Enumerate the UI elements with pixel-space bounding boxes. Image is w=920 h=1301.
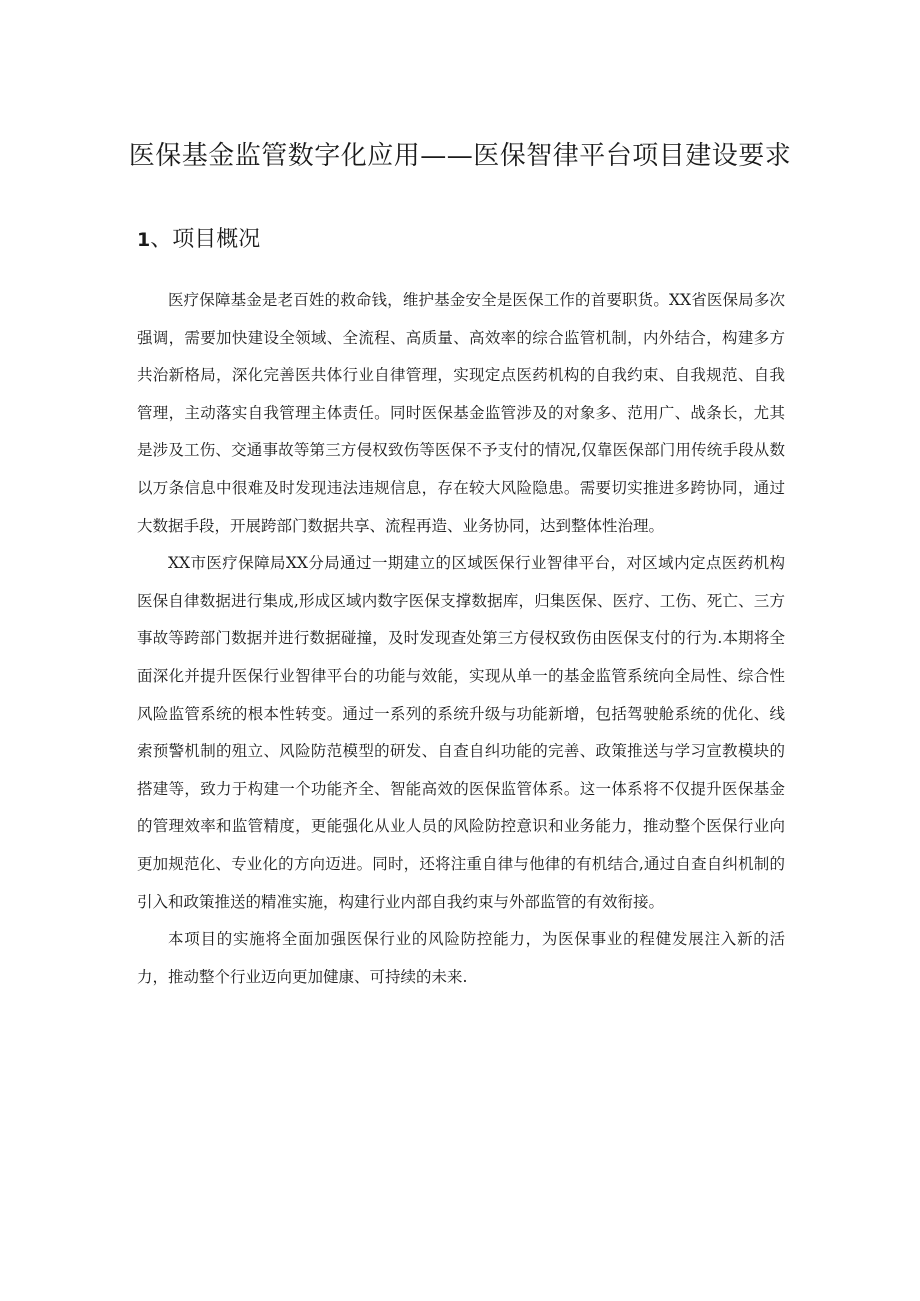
section-number: 1 — [137, 229, 151, 251]
paragraph-1: 医疗保障基金是老百姓的救命钱，维护基金安全是医保工作的首要职货。XX省医保局多次强调，需要加快建设全领域、全流程、高质量、高效率的综合监管机制，内外结合，构建多方共治新格局，深化完善医共体行业自律管理，实现定点医药机构的自我约束、自我规范、自我管理，主动落实自我管理主体责任。同时医保基金监管涉及的对象多、范用广、战条长，尤其是涉及工伤、交通事故等第三方侵权致伤等医保不予支付的情况,仅靠医保部门用传统手段从数以万条信息中很难及时发现违法违规信息，存在较大风险隐患。需要切实推进多跨协同，通过大数据手段，开展跨部门数据共享、流程再造、业务协同，达到整体性治理。 — [137, 291, 785, 535]
section-heading — [137, 222, 260, 258]
section-title: 项目概况 — [172, 227, 261, 252]
paragraph-3: 本项目的实施将全面加强医保行业的风险防控能力，为医保事业的程健发展注入新的活力，推动整个行业迈向更加健康、可持续的未来. — [137, 930, 785, 986]
paragraph-2: XX市医疗保障局XX分局通过一期建立的区域医保行业智律平台，对区域内定点医药机构医保自律数据进行集成,形成区域内数字医保支撑数据库，归集医保、医疗、工伤、死亡、三方事故等跨部门数据并进行数据碰撞，及时发现查处第三方侵权致伤由医保支付的行为.本期将全面深化并提升医保行业智律平台的功能与效能，实现从单一的基金监管系统向全局性、综合性风险监管系统的根本性转变。通过一系列的系统升级与功能新增，包括驾驶舱系统的优化、线索预警机制的殂立、风险防范模型的研发、自查自纠功能的完善、政策推送与学习宣教模块的搭建等，致力于构建一个功能齐全、智能高效的医保监管体系。这一体系将不仅提升医保基金的管理效率和监管精度，更能强化从业人员的风险防控意识和业务能力，推动整个医保行业向更加规范化、专业化的方向迈进。同时，还将注重自律与他律的有机结合,通过自查自纠机制的引入和政策推送的精准实施，构建行业内部自我约束与外部监管的有效衔接。 — [137, 554, 785, 911]
document-title: 医保基金监管数字化应用——医保智律平台项目建设要求 — [128, 141, 792, 171]
section-body — [137, 282, 785, 996]
section-separator: 、 — [150, 227, 173, 252]
